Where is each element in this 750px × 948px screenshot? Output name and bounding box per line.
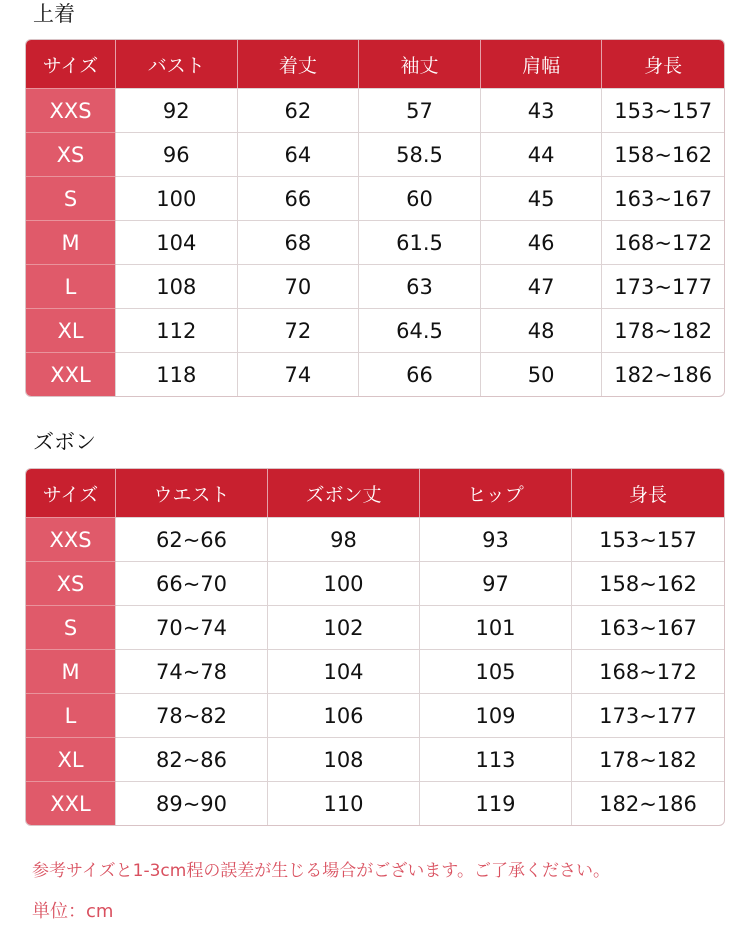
table-row xyxy=(26,737,724,781)
table-cell: 109 xyxy=(420,693,572,737)
table-cell: 62 xyxy=(238,88,360,132)
table-cell: 82~86 xyxy=(116,737,268,781)
pants-size-table xyxy=(25,468,725,826)
table-cell: 105 xyxy=(420,649,572,693)
table-cell: 63 xyxy=(359,264,481,308)
table-cell: 182~186 xyxy=(572,781,724,825)
column-header: ヒップ xyxy=(420,469,572,517)
table-row xyxy=(26,649,724,693)
table-cell: 104 xyxy=(116,220,238,264)
size-label: XXS xyxy=(26,88,116,132)
table-cell: 182~186 xyxy=(602,352,724,396)
table-cell: 153~157 xyxy=(602,88,724,132)
table-cell: 64.5 xyxy=(359,308,481,352)
column-header: ウエスト xyxy=(116,469,268,517)
size-label: XXL xyxy=(26,352,116,396)
size-label: XXL xyxy=(26,781,116,825)
table-cell: 108 xyxy=(116,264,238,308)
table-cell: 173~177 xyxy=(602,264,724,308)
table-cell: 108 xyxy=(268,737,420,781)
table-row xyxy=(26,605,724,649)
table-cell: 58.5 xyxy=(359,132,481,176)
table-row xyxy=(26,308,724,352)
table-cell: 57 xyxy=(359,88,481,132)
table-cell: 110 xyxy=(268,781,420,825)
table-row xyxy=(26,693,724,737)
table-cell: 100 xyxy=(268,561,420,605)
column-header: 袖丈 xyxy=(359,40,481,88)
table-cell: 72 xyxy=(238,308,360,352)
table-cell: 68 xyxy=(238,220,360,264)
table-cell: 92 xyxy=(116,88,238,132)
size-label: S xyxy=(26,605,116,649)
disclaimer-note: 参考サイズと1-3cm程の誤差が生じる場合がございます。ご了承ください。 xyxy=(32,861,610,881)
table-cell: 106 xyxy=(268,693,420,737)
table-cell: 163~167 xyxy=(602,176,724,220)
table-cell: 66 xyxy=(238,176,360,220)
column-header: バスト xyxy=(116,40,238,88)
size-label: XXS xyxy=(26,517,116,561)
header-row xyxy=(26,40,724,88)
table-cell: 48 xyxy=(481,308,603,352)
table-cell: 119 xyxy=(420,781,572,825)
table-cell: 74 xyxy=(238,352,360,396)
table-cell: 61.5 xyxy=(359,220,481,264)
table-cell: 163~167 xyxy=(572,605,724,649)
table-cell: 173~177 xyxy=(572,693,724,737)
table-cell: 118 xyxy=(116,352,238,396)
tops-size-table xyxy=(25,39,725,397)
table-row xyxy=(26,88,724,132)
table-cell: 64 xyxy=(238,132,360,176)
column-header: 着丈 xyxy=(238,40,360,88)
size-label: M xyxy=(26,220,116,264)
table-cell: 101 xyxy=(420,605,572,649)
table-row xyxy=(26,781,724,825)
table-cell: 66~70 xyxy=(116,561,268,605)
column-header: 肩幅 xyxy=(481,40,603,88)
table-cell: 45 xyxy=(481,176,603,220)
table-cell: 153~157 xyxy=(572,517,724,561)
size-label: XS xyxy=(26,132,116,176)
table-cell: 47 xyxy=(481,264,603,308)
table-cell: 100 xyxy=(116,176,238,220)
tops-title: 上着 xyxy=(33,2,75,26)
size-label: XS xyxy=(26,561,116,605)
size-label: XL xyxy=(26,737,116,781)
table-cell: 74~78 xyxy=(116,649,268,693)
table-cell: 78~82 xyxy=(116,693,268,737)
table-cell: 96 xyxy=(116,132,238,176)
column-header: サイズ xyxy=(26,469,116,517)
table-cell: 158~162 xyxy=(572,561,724,605)
table-cell: 66 xyxy=(359,352,481,396)
table-row xyxy=(26,264,724,308)
pants-title: ズボン xyxy=(33,430,96,454)
table-cell: 62~66 xyxy=(116,517,268,561)
table-row xyxy=(26,561,724,605)
column-header: 身長 xyxy=(602,40,724,88)
table-cell: 168~172 xyxy=(572,649,724,693)
table-cell: 50 xyxy=(481,352,603,396)
table-cell: 70~74 xyxy=(116,605,268,649)
unit-note: 単位：cm xyxy=(32,901,114,922)
table-cell: 93 xyxy=(420,517,572,561)
size-label: L xyxy=(26,693,116,737)
table-cell: 97 xyxy=(420,561,572,605)
size-label: M xyxy=(26,649,116,693)
column-header: ズボン丈 xyxy=(268,469,420,517)
table-cell: 178~182 xyxy=(572,737,724,781)
table-cell: 104 xyxy=(268,649,420,693)
table-cell: 158~162 xyxy=(602,132,724,176)
column-header: 身長 xyxy=(572,469,724,517)
table-cell: 44 xyxy=(481,132,603,176)
table-cell: 60 xyxy=(359,176,481,220)
table-row xyxy=(26,176,724,220)
table-row xyxy=(26,220,724,264)
table-cell: 113 xyxy=(420,737,572,781)
table-cell: 43 xyxy=(481,88,603,132)
size-label: L xyxy=(26,264,116,308)
size-label: XL xyxy=(26,308,116,352)
table-row xyxy=(26,517,724,561)
table-row xyxy=(26,132,724,176)
table-cell: 112 xyxy=(116,308,238,352)
table-cell: 98 xyxy=(268,517,420,561)
header-row xyxy=(26,469,724,517)
size-label: S xyxy=(26,176,116,220)
table-cell: 102 xyxy=(268,605,420,649)
column-header: サイズ xyxy=(26,40,116,88)
table-cell: 70 xyxy=(238,264,360,308)
table-cell: 46 xyxy=(481,220,603,264)
table-cell: 178~182 xyxy=(602,308,724,352)
table-row xyxy=(26,352,724,396)
table-cell: 89~90 xyxy=(116,781,268,825)
table-cell: 168~172 xyxy=(602,220,724,264)
